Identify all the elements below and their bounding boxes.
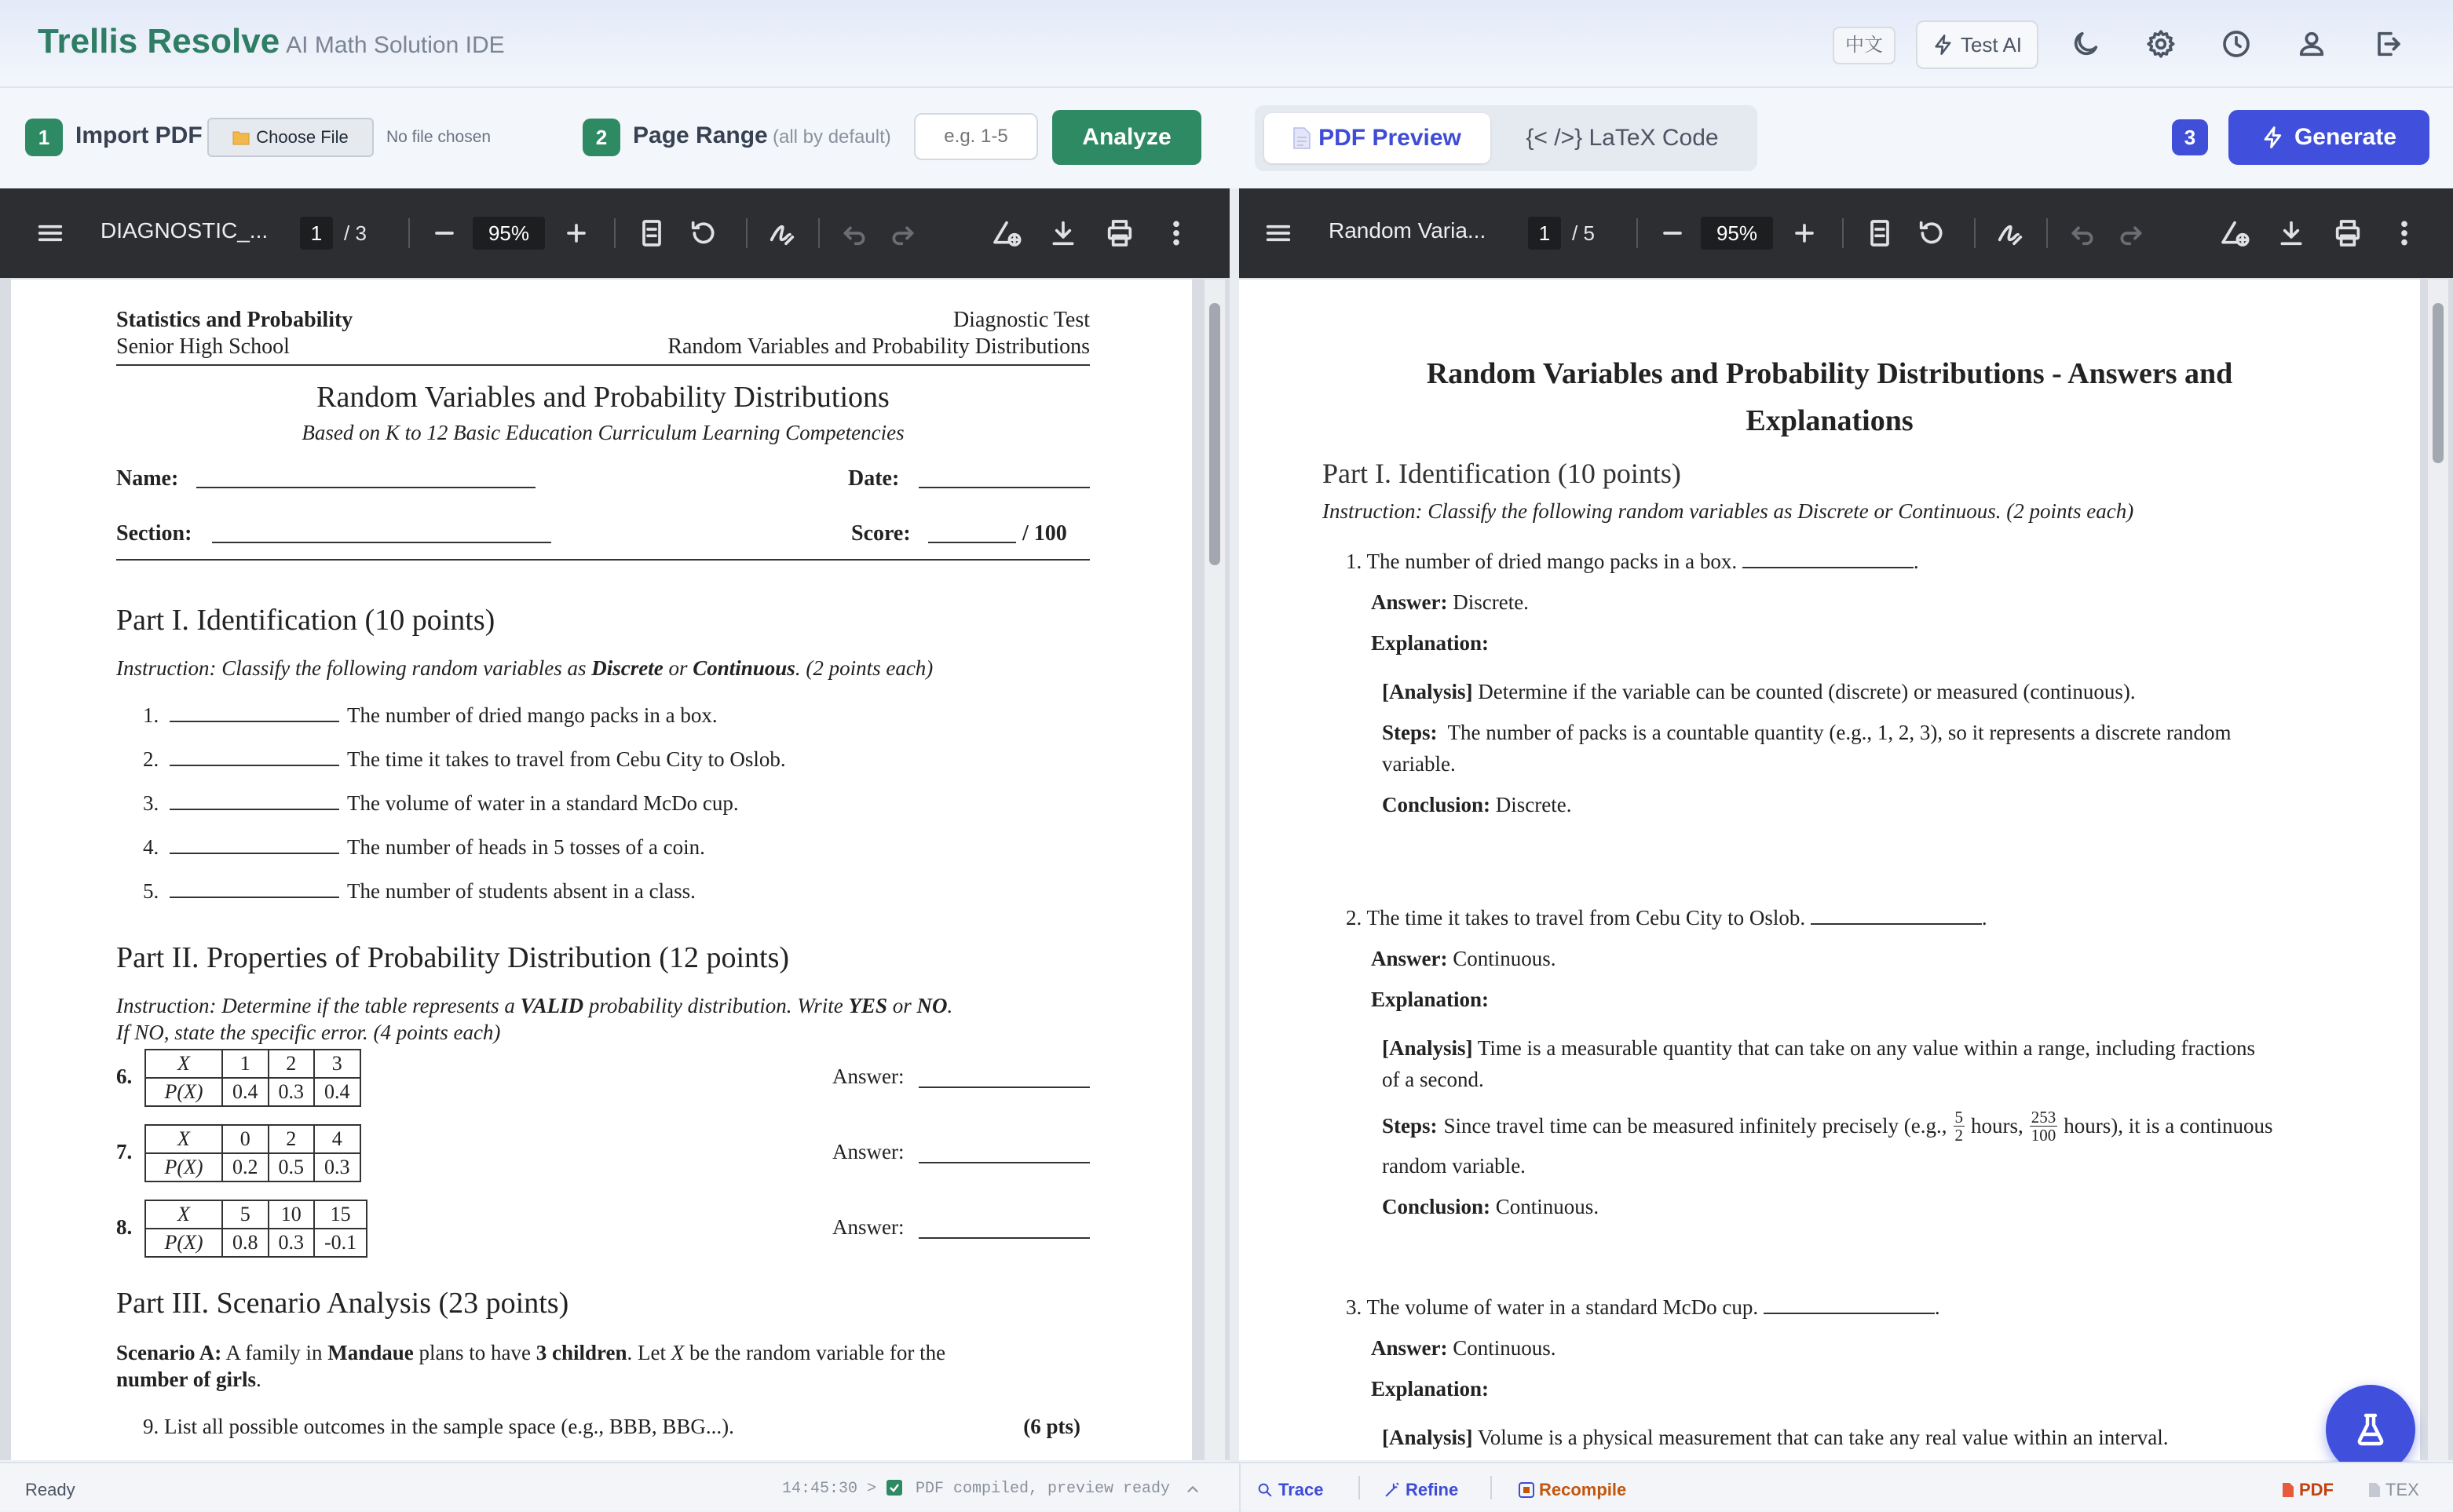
print-icon[interactable] bbox=[2332, 217, 2363, 249]
page-number-input[interactable]: 1 bbox=[1528, 217, 1561, 250]
question-2-analysis: [Analysis] Time is a measurable quantity that can take on any value within a range, including fractions bbox=[1382, 1036, 2256, 1060]
divider bbox=[1490, 1476, 1492, 1499]
date-blank bbox=[919, 487, 1090, 488]
print-icon[interactable] bbox=[1104, 217, 1135, 249]
top-bar bbox=[0, 0, 2453, 88]
divider bbox=[614, 218, 616, 248]
status-bar bbox=[0, 1462, 2453, 1510]
list-item: 3. The volume of water in a standard McDo cup. bbox=[143, 791, 739, 815]
check-icon bbox=[886, 1479, 903, 1496]
more-icon[interactable] bbox=[1161, 217, 1192, 249]
page-fit-icon[interactable] bbox=[1864, 217, 1896, 249]
question-2-conclusion: Conclusion: Continuous. bbox=[1382, 1195, 1599, 1218]
divider bbox=[746, 218, 748, 248]
status-compiled: PDF compiled, preview ready bbox=[916, 1480, 1171, 1498]
zoom-out-icon[interactable] bbox=[1657, 217, 1688, 249]
question-number: 8. bbox=[116, 1215, 133, 1239]
more-icon[interactable] bbox=[2389, 217, 2420, 249]
divider bbox=[1636, 218, 1638, 248]
generate-button[interactable] bbox=[2228, 110, 2429, 165]
recompile-icon bbox=[1519, 1482, 1534, 1498]
pdf-page bbox=[11, 279, 1192, 1460]
fraction: 5 2 bbox=[1954, 1108, 1964, 1145]
generate-label: Generate bbox=[2294, 124, 2397, 150]
add-shape-icon[interactable] bbox=[991, 217, 1022, 249]
brand-name: Trellis Resolve bbox=[38, 22, 280, 60]
list-item: 4. The number of heads in 5 tosses of a coin. bbox=[143, 835, 705, 859]
download-icon[interactable] bbox=[2276, 217, 2307, 249]
draw-icon[interactable] bbox=[1994, 217, 2026, 249]
choose-file-label: Choose File bbox=[256, 127, 349, 147]
page-range-hint: (all by default) bbox=[773, 126, 891, 148]
question-number: 7. bbox=[116, 1140, 133, 1163]
pdf-output-button[interactable]: PDF bbox=[2282, 1480, 2334, 1500]
analyze-button[interactable]: Analyze bbox=[1052, 110, 1201, 165]
test-ai-button[interactable] bbox=[1916, 20, 2038, 69]
part-2-heading: Part II. Properties of Probability Distribution (12 points) bbox=[116, 941, 790, 974]
status-ready: Ready bbox=[25, 1480, 75, 1499]
question-1-answer: Answer: Discrete. bbox=[1371, 590, 1529, 614]
zoom-level[interactable]: 95% bbox=[473, 217, 545, 250]
scrollbar[interactable] bbox=[1205, 279, 1225, 1460]
page-number-input[interactable]: 1 bbox=[300, 217, 333, 250]
question-9: 9. List all possible outcomes in the sample space (e.g., BBB, BBG...). bbox=[143, 1415, 734, 1438]
question-1-conclusion: Conclusion: Discrete. bbox=[1382, 793, 1572, 816]
question-3-answer: Answer: Continuous. bbox=[1371, 1336, 1556, 1360]
question-number: 6. bbox=[116, 1065, 133, 1088]
pdf-viewer-toolbar bbox=[0, 188, 1230, 278]
moon-icon[interactable] bbox=[2070, 28, 2101, 60]
flask-icon bbox=[2352, 1411, 2389, 1448]
distribution-table: X 0 2 4 P(X) 0.2 0.5 0.3 bbox=[144, 1124, 361, 1182]
step-1-badge: 1 bbox=[25, 119, 63, 156]
tab-pdf-preview[interactable] bbox=[1264, 113, 1490, 163]
list-item: 2. The time it takes to travel from Cebu City to Oslob. bbox=[143, 747, 786, 771]
score-total: / 100 bbox=[1022, 521, 1067, 546]
answer-doc-title-line2: Explanations bbox=[1746, 404, 1914, 437]
clock-icon[interactable] bbox=[2221, 28, 2252, 60]
part-1-heading: Part I. Identification (10 points) bbox=[1322, 458, 1681, 489]
question-1-steps: Steps: The number of packs is a countable quantity (e.g., 1, 2, 3), so it represents a discrete random bbox=[1382, 721, 2232, 744]
section-label: Section: bbox=[116, 521, 192, 546]
test-ai-label: Test AI bbox=[1960, 32, 2023, 57]
menu-icon[interactable] bbox=[1263, 217, 1294, 249]
pane-splitter[interactable] bbox=[1230, 188, 1239, 1462]
question-3: 3. The volume of water in a standard McDo cup. . bbox=[1346, 1295, 1940, 1319]
search-icon bbox=[1256, 1481, 1274, 1499]
page-range-label: Page Range bbox=[633, 122, 768, 148]
language-toggle-button[interactable]: 中文 bbox=[1833, 27, 1896, 64]
pdf-viewer-toolbar bbox=[1239, 188, 2453, 278]
pdf-file-name: DIAGNOSTIC_... bbox=[101, 218, 269, 243]
score-blank bbox=[928, 542, 1016, 543]
header-topic: Random Variables and Probability Distributions bbox=[667, 334, 1090, 359]
recompile-button[interactable]: Recompile bbox=[1519, 1480, 1626, 1500]
divider bbox=[818, 218, 820, 248]
add-shape-icon[interactable] bbox=[2219, 217, 2250, 249]
question-2-steps: Steps: Since travel time can be measured infinitely precisely (e.g., 5 2 hours, 253 100 hours), it is a continuous bbox=[1382, 1108, 2273, 1145]
redo-icon[interactable] bbox=[2115, 217, 2147, 249]
tex-output-button[interactable]: TEX bbox=[2368, 1480, 2419, 1500]
section-blank bbox=[212, 542, 551, 543]
pdf-page bbox=[1239, 279, 2420, 1460]
answer-blank bbox=[919, 1237, 1090, 1239]
page-total: / 3 bbox=[344, 221, 367, 245]
scrollbar-thumb[interactable] bbox=[1209, 303, 1220, 565]
fraction: 253 100 bbox=[2031, 1108, 2056, 1145]
rotate-icon[interactable] bbox=[1916, 217, 1947, 249]
answer-doc-title-line1: Random Variables and Probability Distributions - Answers and bbox=[1426, 357, 2233, 390]
part-2-instruction-line2: If NO, state the specific error. (4 points each) bbox=[116, 1021, 501, 1044]
menu-icon[interactable] bbox=[35, 217, 66, 249]
scrollbar-thumb[interactable] bbox=[2433, 303, 2444, 463]
folder-icon bbox=[232, 130, 250, 145]
info-rule bbox=[116, 559, 1090, 561]
gear-icon[interactable] bbox=[2145, 28, 2177, 60]
part-1-instruction: Instruction: Classify the following random variables as Discrete or Continuous. (2 points each) bbox=[116, 656, 934, 680]
choose-file-button[interactable] bbox=[207, 118, 374, 157]
question-2-answer: Answer: Continuous. bbox=[1371, 947, 1556, 970]
lab-assistant-button[interactable] bbox=[2326, 1385, 2415, 1474]
question-9-points: (6 pts) bbox=[1023, 1415, 1080, 1438]
answer-label: Answer: bbox=[832, 1215, 905, 1239]
divider bbox=[1974, 218, 1976, 248]
zoom-in-icon[interactable] bbox=[561, 217, 592, 249]
refine-button[interactable]: Refine bbox=[1384, 1480, 1458, 1500]
import-pdf-label: Import PDF bbox=[75, 122, 203, 148]
view-tabs bbox=[1255, 105, 1757, 171]
chevron-up-icon[interactable] bbox=[1184, 1481, 1201, 1498]
question-3-analysis: [Analysis] Volume is a physical measurement that can take any real value within an interval. bbox=[1382, 1426, 2169, 1449]
question-2: 2. The time it takes to travel from Cebu City to Oslob. . bbox=[1346, 906, 1987, 929]
users-icon[interactable] bbox=[2296, 28, 2327, 60]
part-1-instruction: Instruction: Classify the following random variables as Discrete or Continuous. (2 points each) bbox=[1322, 499, 2134, 523]
wand-icon bbox=[1384, 1481, 1401, 1499]
rotate-icon[interactable] bbox=[688, 217, 719, 249]
status-time: 14:45:30 > bbox=[782, 1480, 877, 1498]
draw-icon[interactable] bbox=[766, 217, 798, 249]
tab-pdf-preview-label: PDF Preview bbox=[1318, 125, 1461, 151]
name-label: Name: bbox=[116, 466, 179, 491]
divider bbox=[1239, 1463, 1241, 1512]
question-2-analysis-line2: of a second. bbox=[1382, 1068, 1484, 1091]
pdf-file-name: Random Varia... bbox=[1329, 218, 1486, 243]
page-total: / 5 bbox=[1572, 221, 1595, 245]
answer-blank bbox=[919, 1162, 1090, 1163]
no-file-text: No file chosen bbox=[386, 128, 492, 146]
scrollbar[interactable] bbox=[2428, 279, 2448, 1460]
header-subject: Statistics and Probability bbox=[116, 308, 353, 332]
divider bbox=[1358, 1476, 1360, 1499]
source-pdf-viewer bbox=[0, 188, 1230, 1460]
date-label: Date: bbox=[848, 466, 900, 491]
question-1-explanation-label: Explanation: bbox=[1371, 631, 1490, 655]
lightning-icon bbox=[1932, 34, 1954, 56]
zoom-out-icon[interactable] bbox=[429, 217, 460, 249]
distribution-table: X 5 10 15 P(X) 0.8 0.3 -0.1 bbox=[144, 1200, 367, 1258]
divider bbox=[2046, 218, 2048, 248]
redo-icon[interactable] bbox=[887, 217, 919, 249]
question-3-explanation-label: Explanation: bbox=[1371, 1377, 1490, 1401]
answer-label: Answer: bbox=[832, 1140, 905, 1163]
name-blank bbox=[196, 487, 536, 488]
part-1-heading: Part I. Identification (10 points) bbox=[116, 604, 495, 637]
tab-latex-code[interactable]: {< />} LaTeX Code bbox=[1526, 125, 1719, 151]
step-2-badge: 2 bbox=[583, 119, 620, 156]
list-item: 5. The number of students absent in a class. bbox=[143, 879, 696, 903]
scenario-a-line2: number of girls. bbox=[116, 1368, 261, 1391]
generated-pdf-viewer bbox=[1239, 188, 2453, 1460]
step-3-badge: 3 bbox=[2172, 119, 2208, 155]
doc-title: Random Variables and Probability Distributions bbox=[316, 381, 890, 414]
header-level: Senior High School bbox=[116, 334, 290, 359]
part-3-heading: Part III. Scenario Analysis (23 points) bbox=[116, 1287, 569, 1320]
undo-icon[interactable] bbox=[2067, 217, 2098, 249]
app-brand bbox=[38, 22, 505, 61]
question-1-steps-line2: variable. bbox=[1382, 752, 1456, 776]
brand-subtitle: AI Math Solution IDE bbox=[286, 32, 505, 58]
question-1-analysis: [Analysis] Determine if the variable can be counted (discrete) or measured (continuous). bbox=[1382, 680, 2136, 703]
header-test-type: Diagnostic Test bbox=[952, 308, 1090, 332]
scenario-a: Scenario A: A family in Mandaue plans to have 3 children. Let X be the random variable for the bbox=[116, 1341, 946, 1364]
distribution-table: X 1 2 3 P(X) 0.4 0.3 0.4 bbox=[144, 1049, 361, 1107]
undo-icon[interactable] bbox=[839, 217, 870, 249]
tex-file-icon bbox=[2368, 1482, 2381, 1498]
part-2-instruction: Instruction: Determine if the table represents a VALID probability distribution. Write YES or NO. bbox=[116, 994, 953, 1017]
list-item: 1. The number of dried mango packs in a box. bbox=[143, 703, 718, 727]
trace-button[interactable]: Trace bbox=[1256, 1480, 1324, 1500]
doc-subtitle: Based on K to 12 Basic Education Curriculum Learning Competencies bbox=[302, 421, 905, 444]
lightning-icon bbox=[2261, 126, 2285, 149]
logout-icon[interactable] bbox=[2371, 28, 2403, 60]
question-1: 1. The number of dried mango packs in a box. . bbox=[1346, 550, 1919, 573]
zoom-level[interactable]: 95% bbox=[1701, 217, 1773, 250]
pdf-file-icon bbox=[2282, 1482, 2294, 1498]
header-rule bbox=[116, 364, 1090, 366]
page-fit-icon[interactable] bbox=[636, 217, 667, 249]
divider bbox=[1842, 218, 1844, 248]
question-2-steps-line2: random variable. bbox=[1382, 1154, 1526, 1178]
question-2-explanation-label: Explanation: bbox=[1371, 988, 1490, 1011]
answer-blank bbox=[919, 1087, 1090, 1088]
answer-label: Answer: bbox=[832, 1065, 905, 1088]
zoom-in-icon[interactable] bbox=[1789, 217, 1820, 249]
score-label: Score: bbox=[851, 521, 911, 546]
page-range-input[interactable] bbox=[914, 113, 1038, 160]
divider bbox=[408, 218, 410, 248]
document-icon bbox=[1293, 127, 1311, 149]
download-icon[interactable] bbox=[1047, 217, 1079, 249]
